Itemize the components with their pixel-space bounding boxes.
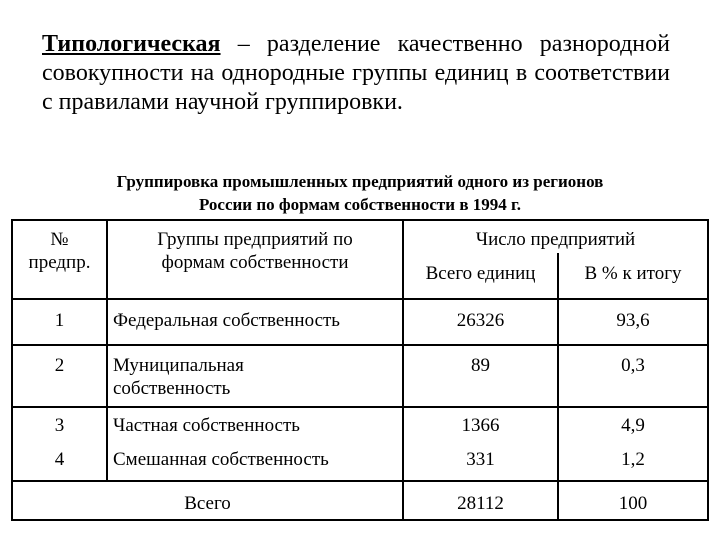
total-percent: 100	[618, 493, 648, 514]
row-3-group: Частная собственность	[113, 415, 300, 436]
row-1-percent: 93,6	[616, 310, 650, 331]
header-num: № предпр.	[28, 229, 91, 273]
total-units: 28112	[457, 493, 504, 514]
row-2-percent: 0,3	[621, 355, 645, 376]
row-4-num: 4	[54, 449, 65, 470]
table-caption-line-2: России по формам собственности в 1994 г.	[198, 195, 522, 214]
row-1-units: 26326	[456, 310, 505, 331]
row-2-units: 89	[471, 355, 490, 376]
table-line-row1-bottom	[11, 344, 709, 346]
table-line-col3	[557, 253, 559, 521]
table-caption-line-1: Группировка промышленных предприятий одного из регионов	[116, 172, 604, 191]
table-line-header-bottom	[11, 298, 709, 300]
row-2-group: Муниципальная собственность	[113, 355, 244, 399]
table-border-right	[707, 219, 709, 521]
row-2-num: 2	[54, 355, 65, 376]
table-border-bottom	[11, 519, 709, 521]
row-1-group: Федеральная собственность	[113, 310, 340, 331]
table-line-total-top	[11, 480, 709, 482]
row-3-units: 1366	[461, 415, 500, 436]
definition-text: – разделение качественно разнородной совокупности на однородные группы единиц в соответствии с правилами научной группировки.	[42, 31, 670, 115]
row-4-group: Смешанная собственность	[113, 449, 329, 470]
header-total-units: Всего единиц	[425, 263, 536, 284]
header-group: Группы предприятий по формам собственности	[157, 229, 353, 273]
total-label: Всего	[184, 493, 231, 514]
table-line-row2-bottom	[11, 406, 709, 408]
definition-term: Типологическая	[42, 31, 221, 57]
row-1-num: 1	[54, 310, 65, 331]
row-4-percent: 1,2	[621, 449, 645, 470]
table-border-top	[11, 219, 709, 221]
header-percent: В % к итогу	[584, 263, 682, 284]
header-count: Число предприятий	[475, 229, 636, 250]
row-3-percent: 4,9	[621, 415, 645, 436]
row-4-units: 331	[466, 449, 495, 470]
row-3-num: 3	[54, 415, 65, 436]
